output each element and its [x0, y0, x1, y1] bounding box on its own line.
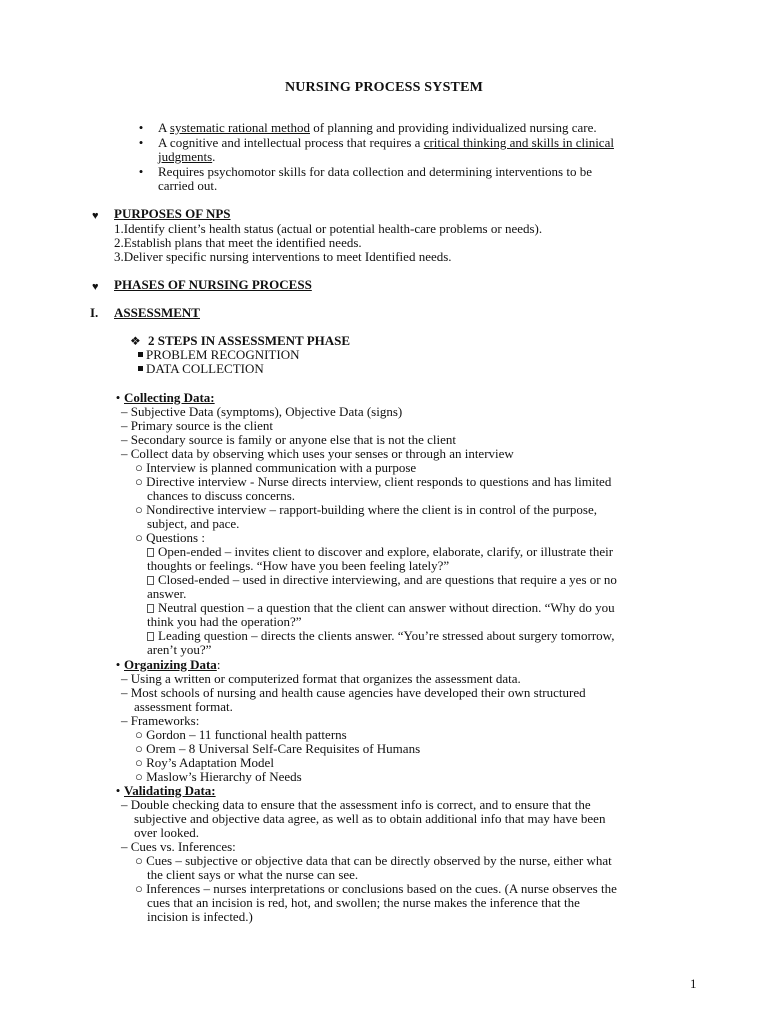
- question-cont: answer.: [147, 586, 187, 601]
- steps-heading: 2 STEPS IN ASSESSMENT PHASE: [148, 333, 351, 348]
- organizing-line: assessment format.: [134, 699, 233, 714]
- collecting-line: – Primary source is the client: [121, 418, 273, 433]
- framework-item: ○ Gordon – 11 functional health patterns: [135, 727, 347, 742]
- validating-line: over looked.: [134, 825, 199, 840]
- intro-bullet-2: A cognitive and intellectual process that requires a critical thinking and skills in clinical: [158, 135, 614, 150]
- square-bullet-icon: [138, 366, 143, 371]
- question-item: Open-ended – invites client to discover and explore, elaborate, clarify, or illustrate their: [147, 545, 613, 559]
- validating-line: subjective and objective data agree, as well as to obtain additional info that may have been: [134, 811, 606, 826]
- checkbox-glyph-icon: [147, 632, 154, 641]
- organizing-line: – Using a written or computerized format that organizes the assessment data.: [121, 671, 521, 686]
- framework-item: ○ Maslow’s Hierarchy of Needs: [135, 769, 302, 784]
- validating-line: – Double checking data to ensure that the assessment info is correct, and to ensure that the: [121, 797, 591, 812]
- intro-bullet-3: Requires psychomotor skills for data collection and determining interventions to be: [158, 164, 592, 179]
- bullet-dot: •: [138, 135, 144, 150]
- organizing-line: – Frameworks:: [121, 713, 200, 728]
- document-title: NURSING PROCESS SYSTEM: [284, 80, 484, 95]
- inferences-cont: incision is infected.): [147, 909, 253, 924]
- intro-bullet-1: A systematic rational method of planning and providing individualized nursing care.: [158, 120, 597, 135]
- collecting-line: – Collect data by observing which uses your senses or through an interview: [121, 446, 514, 461]
- phases-heading: PHASES OF NURSING PROCESS: [114, 277, 312, 292]
- step-item: DATA COLLECTION: [138, 362, 264, 376]
- page-number: 1: [690, 976, 697, 991]
- intro-bullet-3-cont: carried out.: [158, 178, 218, 193]
- assessment-heading: ASSESSMENT: [114, 305, 200, 320]
- step-item: PROBLEM RECOGNITION: [138, 348, 299, 362]
- bullet-dot: •: [138, 120, 144, 135]
- section-numeral: I.: [90, 305, 99, 320]
- collecting-sub: ○ Directive interview - Nurse directs interview, client responds to questions and has limited: [135, 474, 612, 489]
- checkbox-glyph-icon: [147, 576, 154, 585]
- checkbox-glyph-icon: [147, 604, 154, 613]
- heart-bullet-icon: ♥: [92, 281, 99, 293]
- question-item: Neutral question – a question that the client can answer without direction. “Why do you: [147, 601, 615, 615]
- bullet-dot: •: [138, 164, 144, 179]
- validating-line: – Cues vs. Inferences:: [121, 839, 236, 854]
- bullet-dot: •: [115, 657, 121, 672]
- validating-heading: Validating Data:: [124, 783, 216, 798]
- intro-bullet-2-cont: judgments.: [158, 149, 216, 164]
- question-item: Leading question – directs the clients answer. “You’re stressed about surgery tomorrow,: [147, 629, 614, 643]
- purpose-item: 3.Deliver specific nursing interventions to meet Identified needs.: [114, 249, 452, 264]
- collecting-sub: ○ Interview is planned communication with a purpose: [135, 460, 417, 475]
- collecting-sub: ○ Nondirective interview – rapport-building where the client is in control of the purpose,: [135, 502, 598, 517]
- question-cont: think you had the operation?”: [147, 614, 302, 629]
- purpose-item: 1.Identify client’s health status (actual or potential health-care problems or needs).: [114, 221, 543, 236]
- cues-item: ○ Cues – subjective or objective data that can be directly observed by the nurse, either what: [135, 853, 612, 868]
- square-bullet-icon: [138, 352, 143, 357]
- collecting-line: – Subjective Data (symptoms), Objective Data (signs): [121, 404, 403, 419]
- framework-item: ○ Roy’s Adaptation Model: [135, 755, 274, 770]
- collecting-sub: ○ Questions :: [135, 530, 205, 545]
- inferences-cont: cues that an incision is red, hot, and swollen; the nurse makes the inference that the: [147, 895, 580, 910]
- framework-item: ○ Orem – 8 Universal Self-Care Requisites of Humans: [135, 741, 421, 756]
- collecting-sub: chances to discuss concerns.: [147, 488, 296, 503]
- collecting-line: – Secondary source is family or anyone else that is not the client: [121, 432, 457, 447]
- collecting-heading: Collecting Data:: [124, 390, 215, 405]
- heart-bullet-icon: ♥: [92, 210, 99, 222]
- checkbox-glyph-icon: [147, 548, 154, 557]
- collecting-sub: subject, and pace.: [147, 516, 240, 531]
- cues-cont: the client says or what the nurse can see.: [147, 867, 359, 882]
- bullet-dot: •: [115, 390, 121, 405]
- question-cont: thoughts or feelings. “How have you been feeling lately?”: [147, 558, 450, 573]
- purpose-item: 2.Establish plans that meet the identified needs.: [114, 235, 362, 250]
- organizing-heading: Organizing Data:: [124, 657, 221, 672]
- organizing-line: – Most schools of nursing and health cause agencies have developed their own structured: [121, 685, 586, 700]
- inferences-item: ○ Inferences – nurses interpretations or conclusions based on the cues. (A nurse observes the: [135, 881, 617, 896]
- diamond-bullet-icon: ❖: [130, 334, 141, 348]
- question-item: Closed-ended – used in directive interviewing, and are questions that require a yes or no: [147, 573, 617, 587]
- bullet-dot: •: [115, 783, 121, 798]
- purposes-heading: PURPOSES OF NPS: [114, 206, 231, 221]
- question-cont: aren’t you?”: [147, 642, 212, 657]
